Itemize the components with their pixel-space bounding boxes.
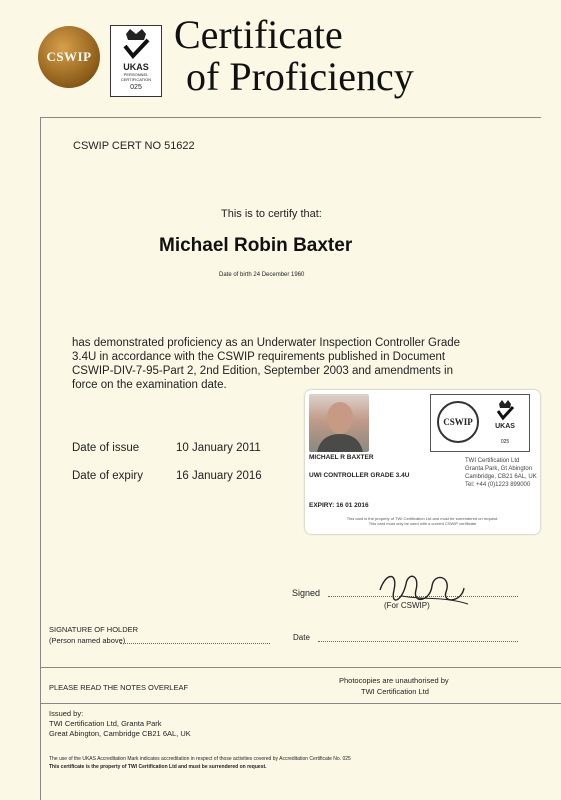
- date-line: [318, 641, 518, 642]
- photocopies-line-2: TWI Certification Ltd: [361, 687, 429, 696]
- card-cswip-logo: [437, 401, 479, 443]
- expiry-value: 16 January 2016: [176, 470, 262, 482]
- issue-label: Date of issue: [72, 442, 140, 454]
- card-ukas-number: 025: [500, 439, 510, 445]
- card-cswip-text: CSWIP: [443, 417, 473, 427]
- statement-line-4: force on the examination date.: [72, 379, 227, 391]
- issuer-line-2: Great Abington, Cambridge CB21 6AL, UK: [49, 729, 191, 738]
- signed-label: Signed: [292, 588, 321, 598]
- holder-signature-line: [120, 643, 270, 644]
- holder-name: Michael Robin Baxter: [159, 235, 353, 256]
- fine-print-1: The use of the UKAS Accreditation Mark indicates accreditation in respect of those activities covered by Accreditation Certificate No. 025: [49, 756, 351, 762]
- statement-line-2: 3.4U in accordance with the CSWIP requirements published in Document: [72, 351, 446, 363]
- person-photo-icon: [309, 394, 369, 452]
- title-line-2: of Proficiency: [186, 54, 414, 99]
- ukas-sub2: CERTIFICATION: [120, 77, 152, 82]
- date-label: Date: [293, 633, 310, 642]
- issued-by-label: Issued by:: [49, 709, 84, 718]
- cswip-logo-text: CSWIP: [46, 49, 92, 64]
- proficiency-statement: [72, 336, 460, 392]
- holder-signature-sub: (Person named above): [49, 636, 126, 645]
- certificate-title: [174, 14, 414, 98]
- statement-line-3: CSWIP-DIV-7-95-Part 2, 2nd Edition, September 2003 and amendments in: [72, 365, 453, 377]
- cswip-logo: [38, 26, 100, 88]
- issuer-divider: [40, 703, 561, 704]
- card-address-2: Granta Park, Gt Abington: [465, 466, 533, 472]
- card-crown-check-icon: [491, 399, 519, 421]
- card-ukas-text: UKAS: [495, 423, 515, 430]
- holder-photo: [309, 394, 369, 452]
- cert-number: CSWIP CERT NO 51622: [73, 140, 195, 152]
- expiry-label: Date of expiry: [72, 470, 143, 482]
- card-note-1: This card is the property of TWI Certification Ltd and must be surrendered on request.: [346, 516, 499, 521]
- card-note: [305, 516, 540, 526]
- footer-divider: [40, 667, 561, 668]
- card-address-1: TWI Certification Ltd: [465, 458, 520, 464]
- card-grade: UWI CONTROLLER GRADE 3.4U: [309, 472, 410, 479]
- ukas-number: 025: [130, 84, 142, 91]
- ukas-logo: [110, 25, 162, 97]
- statement-line-1: has demonstrated proficiency as an Underwater Inspection Controller Grade: [72, 337, 461, 349]
- ukas-text: UKAS: [123, 62, 149, 72]
- id-card: [305, 390, 540, 534]
- for-cswip-label: (For CSWIP): [384, 601, 430, 610]
- card-expiry: EXPIRY: 16 01 2016: [309, 502, 369, 509]
- fine-print-2: This certificate is the property of TWI Certification Ltd and must be surrendered on request.: [49, 764, 267, 770]
- photocopies-line-1: Photocopies are unauthorised by: [339, 676, 449, 685]
- card-logo-box: [430, 394, 530, 452]
- holder-signature-label: SIGNATURE OF HOLDER: [49, 625, 139, 634]
- notes-overleaf: PLEASE READ THE NOTES OVERLEAF: [49, 683, 189, 692]
- crown-check-icon: [111, 26, 161, 66]
- card-address-3: Cambridge, CB21 6AL, UK: [465, 474, 537, 480]
- date-of-birth: Date of birth 24 December 1960: [219, 272, 305, 278]
- issue-value: 10 January 2011: [176, 442, 261, 454]
- card-holder-name: MICHAEL R BAXTER: [309, 454, 374, 461]
- issuer-line-1: TWI Certification Ltd, Granta Park: [49, 719, 162, 728]
- title-line-1: Certificate: [174, 12, 343, 57]
- card-note-2: This card must only be used with a current CSWIP certificate: [368, 521, 477, 526]
- card-address-4: Tel: +44 (0)1223 899000: [465, 482, 531, 488]
- ukas-sub1: PERSONNEL: [123, 72, 149, 77]
- certify-intro: This is to certify that:: [221, 208, 322, 220]
